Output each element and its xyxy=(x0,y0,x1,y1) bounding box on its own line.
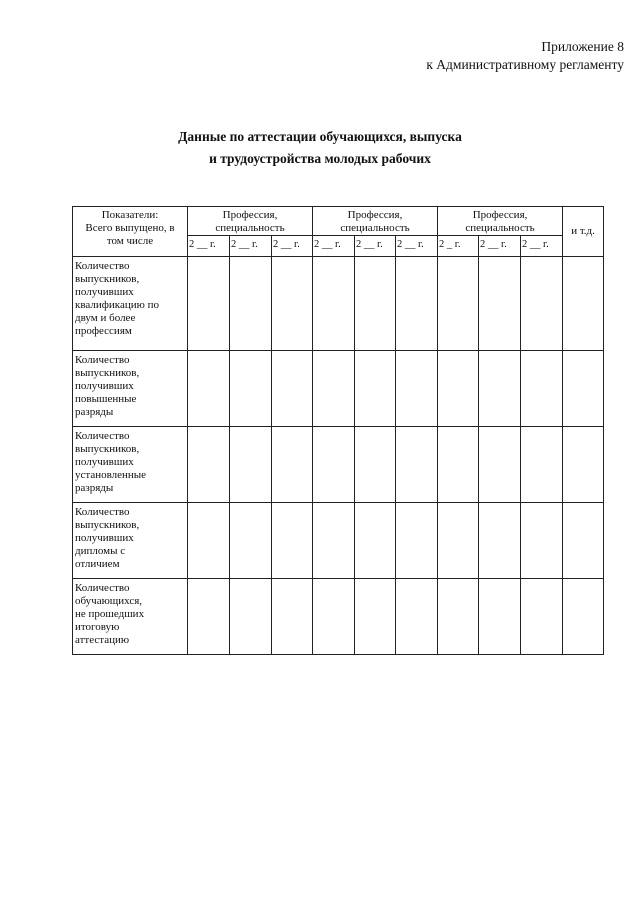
empty-cell xyxy=(313,503,355,579)
empty-cell xyxy=(272,427,313,503)
empty-cell xyxy=(313,427,355,503)
empty-cell xyxy=(272,579,313,655)
profession-header-1: Профессия, специальность xyxy=(188,207,313,236)
year-cell: 2 __ г. xyxy=(479,236,521,257)
empty-cell xyxy=(563,351,604,427)
profession-header-2: Профессия, специальность xyxy=(313,207,438,236)
empty-cell xyxy=(313,579,355,655)
empty-cell xyxy=(396,257,438,351)
empty-cell xyxy=(355,257,396,351)
empty-cell xyxy=(230,503,272,579)
table-row xyxy=(73,427,604,503)
empty-cell xyxy=(313,351,355,427)
appendix-reference xyxy=(426,38,624,74)
empty-cell xyxy=(230,351,272,427)
year-cell: 2 __ г. xyxy=(272,236,313,257)
etc-header: и т.д. xyxy=(563,207,604,257)
empty-cell xyxy=(479,503,521,579)
table-row xyxy=(73,351,604,427)
empty-cell xyxy=(521,503,563,579)
year-cell: 2 __ г. xyxy=(313,236,355,257)
empty-cell xyxy=(438,351,479,427)
empty-cell xyxy=(479,257,521,351)
empty-cell xyxy=(438,427,479,503)
empty-cell xyxy=(521,351,563,427)
row-label-dual-qualification: Количество выпускников, получивших квалификацию по двум и более профессиям xyxy=(73,257,188,351)
empty-cell xyxy=(188,351,230,427)
year-cell: 2 __ г. xyxy=(188,236,230,257)
appendix-number: Приложение 8 xyxy=(541,39,624,54)
empty-cell xyxy=(355,503,396,579)
empty-cell xyxy=(563,579,604,655)
empty-cell xyxy=(563,427,604,503)
empty-cell xyxy=(355,579,396,655)
empty-cell xyxy=(479,351,521,427)
empty-cell xyxy=(563,503,604,579)
empty-cell xyxy=(355,351,396,427)
row-label-failed-attestation: Количество обучающихся, не прошедших итоговую аттестацию xyxy=(73,579,188,655)
empty-cell xyxy=(313,257,355,351)
empty-cell xyxy=(479,427,521,503)
empty-cell xyxy=(188,257,230,351)
row-label-honors-diplomas: Количество выпускников, получивших дипломы с отличием xyxy=(73,503,188,579)
empty-cell xyxy=(272,257,313,351)
empty-cell xyxy=(438,503,479,579)
empty-cell xyxy=(272,503,313,579)
row-label-standard-grades: Количество выпускников, получивших установленные разряды xyxy=(73,427,188,503)
profession-header-3: Профессия, специальность xyxy=(438,207,563,236)
table-row xyxy=(73,503,604,579)
header-row xyxy=(73,207,604,236)
empty-cell xyxy=(230,427,272,503)
empty-cell xyxy=(438,579,479,655)
row-label-higher-grades: Количество выпускников, получивших повышенные разряды xyxy=(73,351,188,427)
empty-cell xyxy=(521,579,563,655)
empty-cell xyxy=(396,427,438,503)
year-cell: 2 __ г. xyxy=(230,236,272,257)
empty-cell xyxy=(521,257,563,351)
empty-cell xyxy=(479,579,521,655)
empty-cell xyxy=(230,257,272,351)
empty-cell xyxy=(396,503,438,579)
year-cell: 2 _ г. xyxy=(438,236,479,257)
empty-cell xyxy=(188,579,230,655)
empty-cell xyxy=(230,579,272,655)
year-cell: 2 __ г. xyxy=(396,236,438,257)
attestation-table xyxy=(72,206,604,655)
empty-cell xyxy=(521,427,563,503)
table-row xyxy=(73,579,604,655)
empty-cell xyxy=(272,351,313,427)
year-cell: 2 __ г. xyxy=(521,236,563,257)
document-title xyxy=(0,126,640,170)
empty-cell xyxy=(563,257,604,351)
title-line-2: и трудоустройства молодых рабочих xyxy=(209,151,431,166)
table-row xyxy=(73,257,604,351)
title-line-1: Данные по аттестации обучающихся, выпуска xyxy=(178,129,462,144)
empty-cell xyxy=(396,579,438,655)
appendix-regulation: к Административному регламенту xyxy=(426,57,624,72)
empty-cell xyxy=(355,427,396,503)
indicators-header: Показатели: Всего выпущено, в том числе xyxy=(73,207,188,257)
empty-cell xyxy=(188,503,230,579)
empty-cell xyxy=(188,427,230,503)
year-cell: 2 __ г. xyxy=(355,236,396,257)
empty-cell xyxy=(438,257,479,351)
empty-cell xyxy=(396,351,438,427)
